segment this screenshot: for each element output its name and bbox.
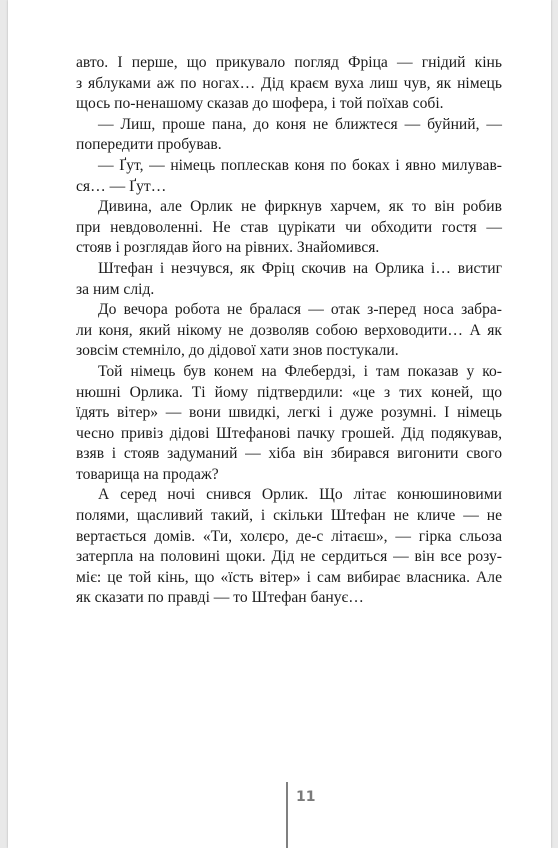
footer-rule	[286, 782, 288, 848]
text-line: полями, щасливий такий, і скільки Штефан не кличе — не	[76, 507, 502, 525]
text-line: затерпла на половині щоки. Дід не сердиться — він все розу-	[76, 548, 502, 566]
text-line: — Лиш, проше пана, до коня не ближтеся — буйний, —	[98, 115, 502, 133]
text-line: чесно привіз дідові Штефанові пачку грошей. Дід подякував,	[76, 424, 502, 442]
body-text	[76, 53, 502, 609]
paragraph	[76, 156, 502, 197]
paragraph	[76, 485, 502, 609]
text-line: Той німець був конем на Флебердзі, і там показав у ко-	[98, 362, 502, 380]
text-line: попередити пробував.	[76, 136, 222, 154]
text-line: зовсім стемніло, до дідової хати знов постукали.	[76, 342, 399, 360]
text-line: стояв і розглядав його на рівних. Знайомився.	[76, 239, 380, 257]
text-line: авто. І перше, що прикувало погляд Фріца — гнідий кінь	[76, 54, 502, 71]
paragraph	[76, 259, 502, 300]
text-line: з яблуками аж по ногах… Дід краєм вуха лиш чув, як німець	[76, 74, 502, 92]
text-line: їдять вітер» — вони швидкі, легкі і дуже розумні. І німець	[76, 404, 502, 422]
text-line: ли коня, який нікому не дозволяв собою верховодити… А як	[76, 321, 502, 339]
paragraph	[76, 300, 502, 362]
book-page	[8, 0, 551, 848]
text-line: як сказати по правді — то Штефан банує…	[76, 589, 364, 607]
text-line: вертається домів. «Ти, холєро, де-с літаєш», — гірка сльоза	[76, 527, 502, 545]
text-line: товарища на продаж?	[76, 465, 219, 483]
text-line: міє: це той кінь, що «їсть вітер» і сам вибирає власника. Але	[76, 568, 502, 586]
text-line: — Ґут, — німець поплескав коня по боках і явно милував-	[98, 156, 502, 174]
text-line: А серед ночі снився Орлик. Що літає конюшиновими	[98, 486, 502, 504]
text-line: щось по-ненашому сказав до шофера, і той поїхав собі.	[76, 95, 444, 113]
text-line: Штефан і незчувся, як Фріц скочив на Орлика і… вистиг	[98, 259, 502, 277]
paragraph	[76, 197, 502, 259]
paragraph	[76, 362, 502, 486]
text-line: нюшні Орлика. Ті йому підтвердили: «це з тих коней, що	[76, 383, 502, 401]
text-line: за ним слід.	[76, 280, 155, 298]
text-line: ся… — Ґут…	[76, 177, 167, 195]
text-line: при невдоволенні. Не став цурікати чи обходити гостя —	[76, 218, 502, 236]
page-number: 11	[296, 789, 316, 805]
paragraph	[76, 115, 502, 156]
text-line: взяв і стояв задуманий — хіба він збирався вигонити свого	[76, 445, 502, 463]
text-line: До вечора робота не бралася — отак з-перед носа забра-	[98, 301, 502, 319]
text-line: Дивина, але Орлик не фиркнув харчем, як то він робив	[98, 198, 502, 216]
paragraph	[76, 53, 502, 115]
